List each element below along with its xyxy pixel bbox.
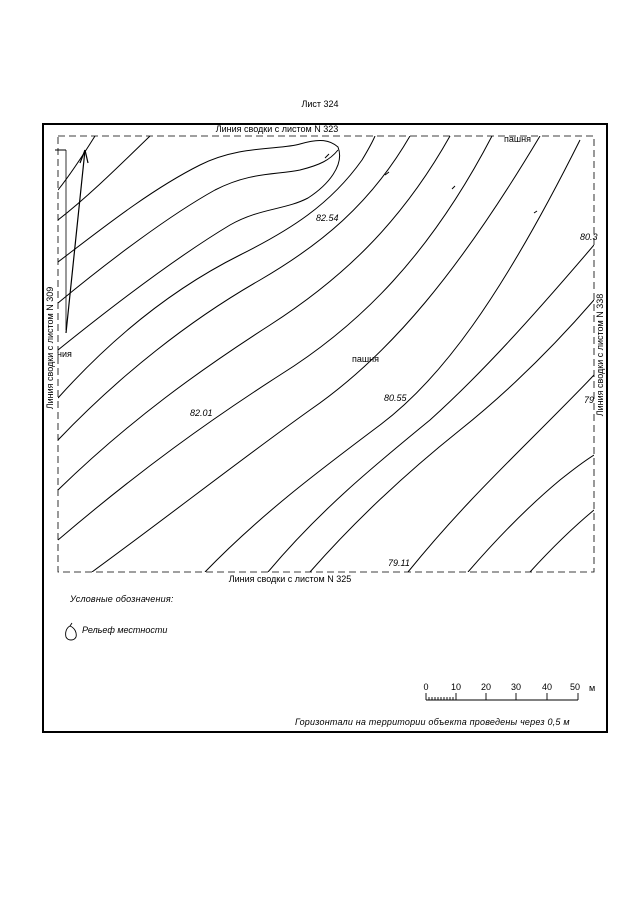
- scale-unit: м: [589, 683, 596, 693]
- edge-label-top: Линия сводки с листом N 323: [215, 124, 339, 134]
- contour-line: [58, 136, 492, 540]
- slope-ticks: [55, 150, 537, 213]
- contour-line: [205, 140, 580, 572]
- contour-line: [58, 136, 375, 398]
- legend-title: Условные обозначения:: [70, 594, 174, 604]
- edge-label-right: Линия сводки с листом N 338: [595, 293, 605, 417]
- contour-interval-note: Горизонтали на территории объекта проведены через 0,5 м: [295, 717, 570, 727]
- contour-line: [310, 300, 594, 572]
- inner-dashed-border: [58, 136, 594, 572]
- sheet-title: Лист 324: [301, 99, 339, 109]
- elevation-label: 82.01: [190, 408, 213, 418]
- contour-line: [58, 136, 450, 490]
- field-label: пашня: [504, 134, 531, 144]
- scale-tick: 50: [569, 682, 581, 692]
- contour-line: [92, 136, 540, 572]
- contour-lines: [58, 136, 594, 572]
- field-label: пашня: [352, 354, 379, 364]
- contour-line: [530, 510, 594, 572]
- contour-line: [58, 136, 95, 190]
- scale-tick: 0: [423, 682, 429, 692]
- elevation-label: 82.54: [316, 213, 339, 223]
- scale-ticks: [423, 682, 580, 692]
- scale-tick: 30: [510, 682, 522, 692]
- scale-bar: [426, 693, 578, 700]
- scale-tick: 20: [480, 682, 492, 692]
- scale-tick: 40: [541, 682, 553, 692]
- elevation-label: 79.11: [388, 558, 410, 568]
- contour-line: [468, 455, 594, 572]
- elevation-label: 80.3: [580, 232, 598, 242]
- contour-line: [58, 136, 150, 220]
- legend-item-label: Рельеф местности: [82, 625, 168, 635]
- field-label-cut: ния: [57, 349, 72, 359]
- contour-line: [58, 150, 338, 303]
- elevation-label: 79: [584, 395, 595, 405]
- contour-line: [268, 245, 594, 572]
- scale-tick: 10: [450, 682, 462, 692]
- edge-label-left: Линия сводки с листом N 309: [45, 286, 55, 410]
- elevation-label: 80.55: [384, 393, 407, 403]
- contour-symbol-icon: [66, 623, 77, 640]
- edge-label-bottom: Линия сводки с листом N 325: [228, 574, 352, 584]
- contour-line: [408, 375, 594, 572]
